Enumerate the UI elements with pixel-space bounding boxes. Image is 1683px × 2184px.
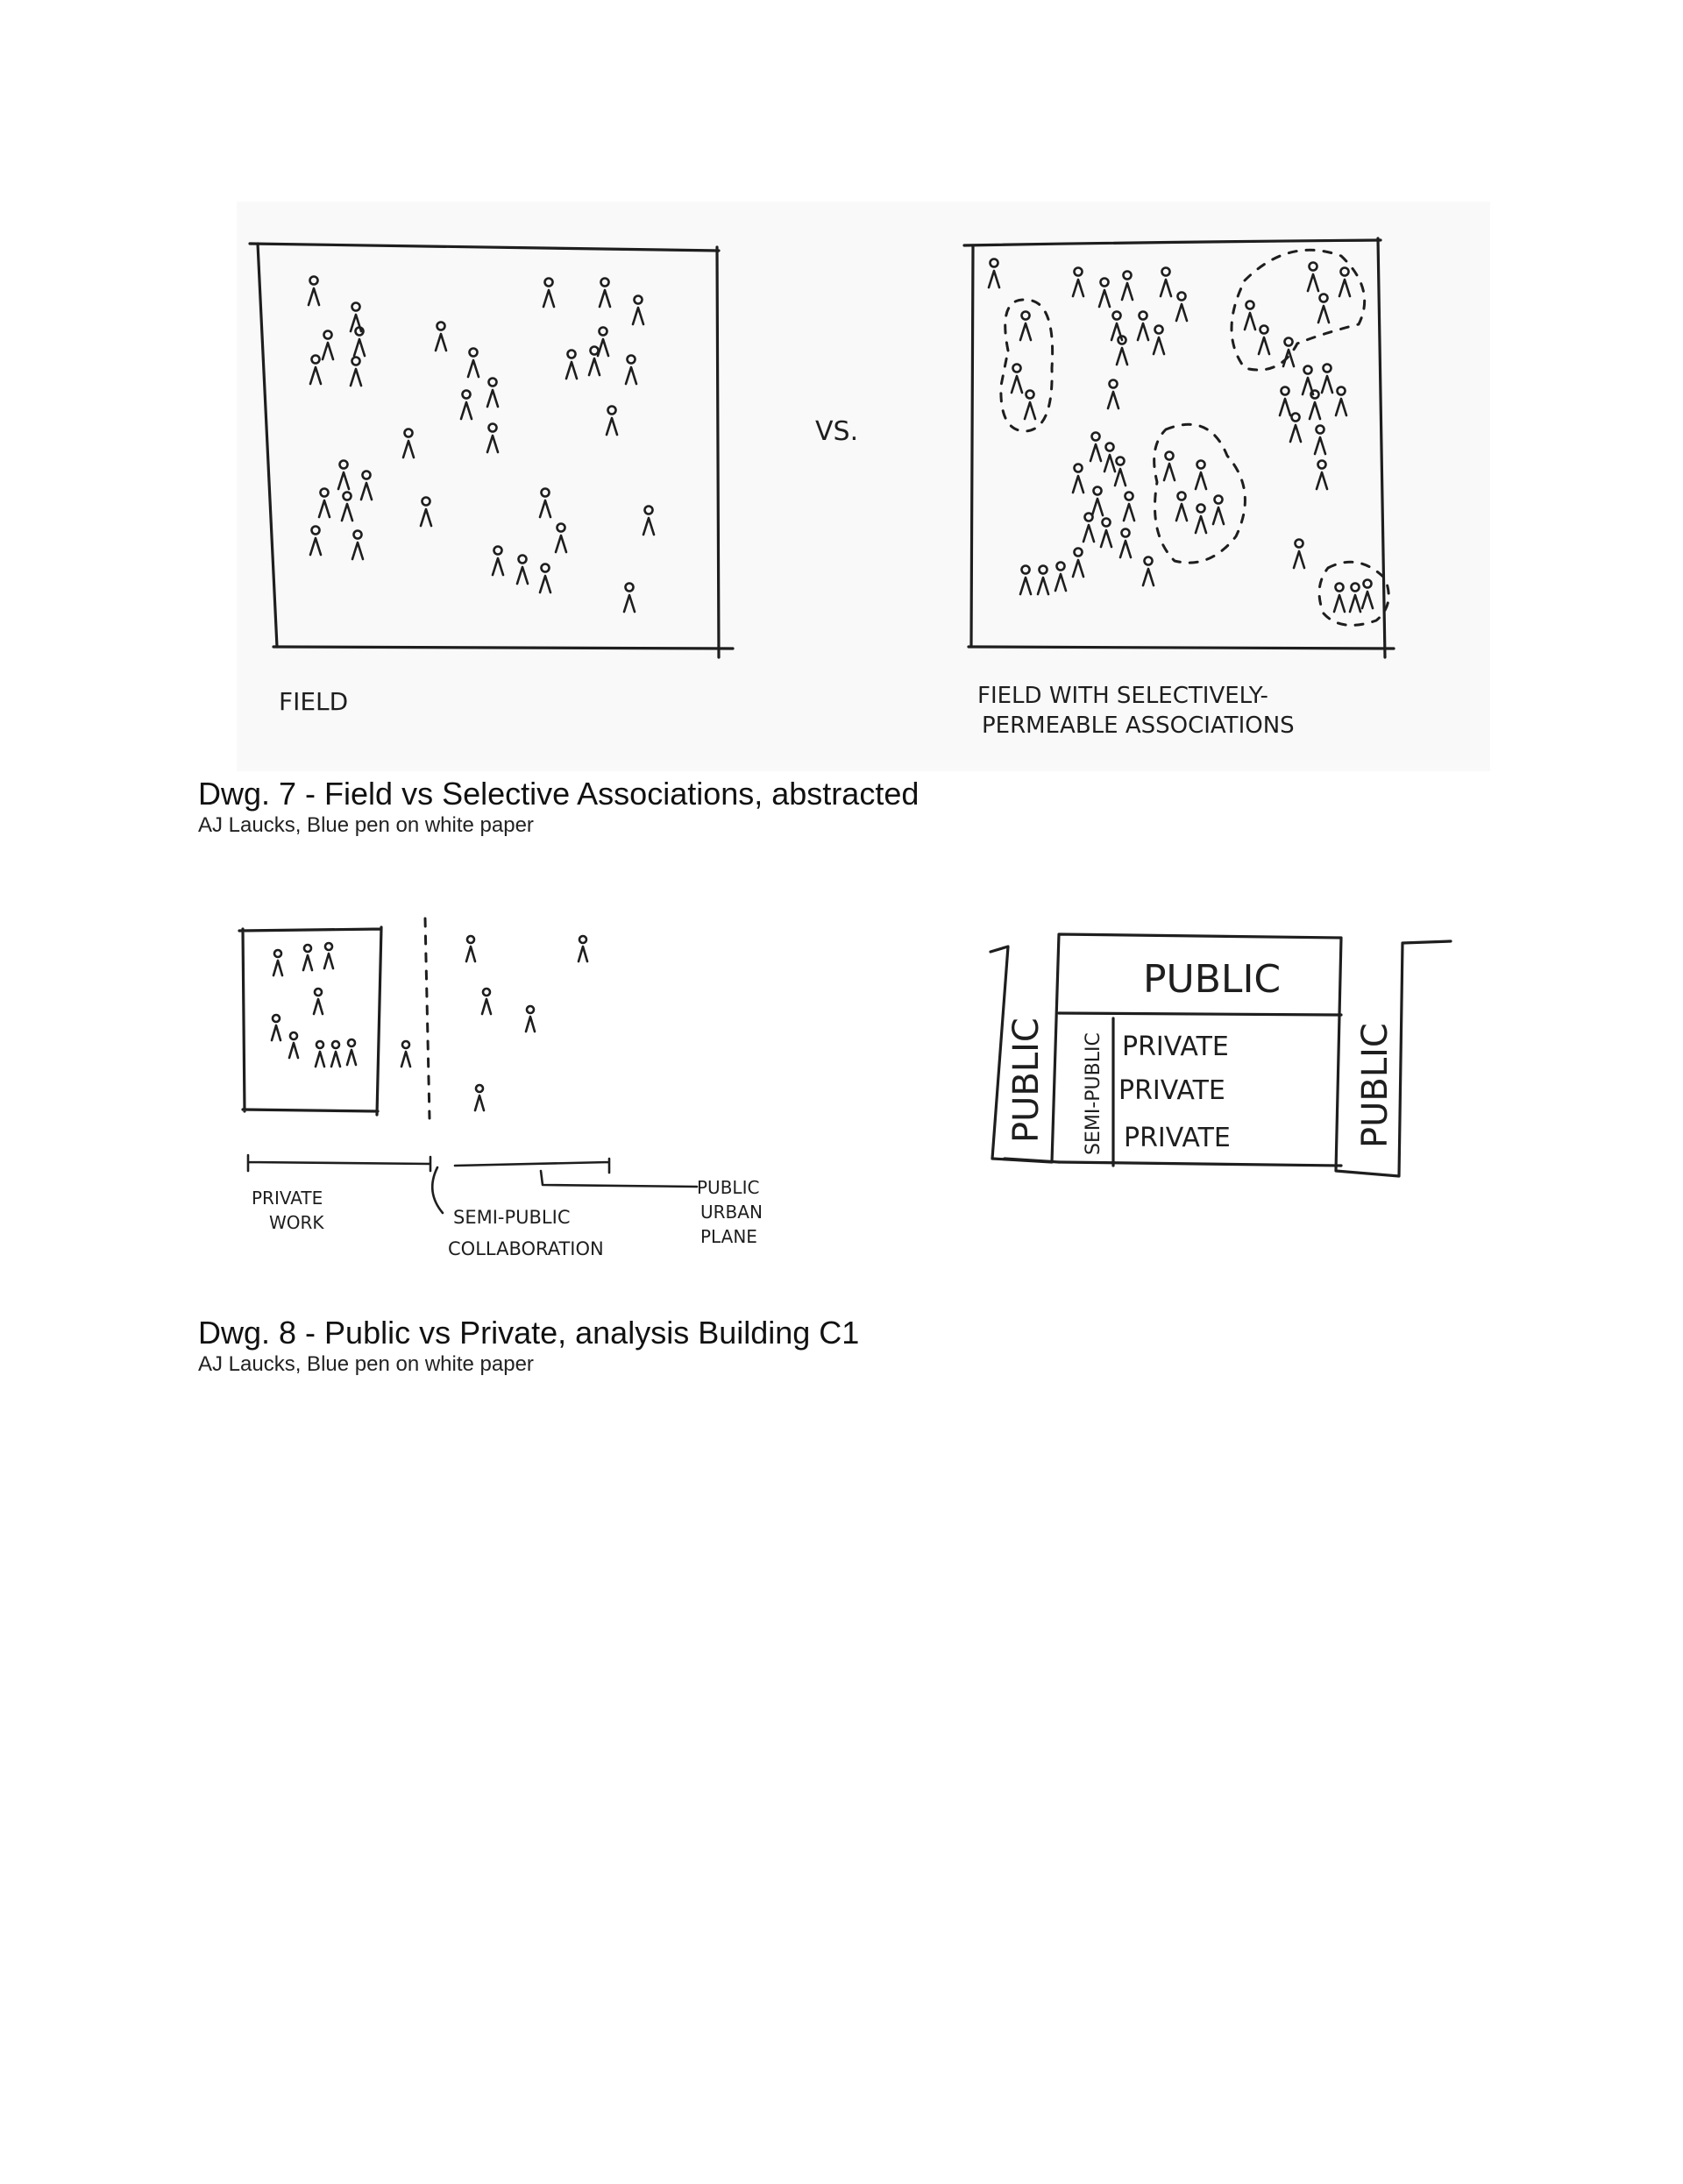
semi-public-line1: SEMI-PUBLIC: [453, 1207, 571, 1228]
associations-label-line2: PERMEABLE ASSOCIATIONS: [982, 713, 1295, 739]
field-label: FIELD: [279, 687, 349, 716]
vs-label: VS.: [815, 416, 859, 447]
drawing-7-svg: [237, 202, 1490, 771]
drawing-7-caption: Dwg. 7 - Field vs Selective Associations, abstracted: [198, 776, 920, 812]
zone-public-top: PUBLIC: [1143, 957, 1282, 1002]
public-urban-line3: PLANE: [700, 1226, 757, 1247]
private-work-line2: WORK: [269, 1212, 324, 1233]
drawing-8-caption-block: [198, 1315, 859, 1378]
drawing-7-sketch: [237, 202, 1490, 771]
zone-private-3: PRIVATE: [1124, 1123, 1231, 1153]
field-people: [309, 277, 654, 613]
drawing-8-zones-svg: [973, 929, 1464, 1192]
public-people: [466, 936, 587, 1110]
drawing-8-sections-svg: [224, 911, 811, 1280]
drawing-7-caption-block: [198, 776, 919, 839]
drawing-7-credit: AJ Laucks, Blue pen on white paper: [198, 813, 534, 837]
associations-label-line1: FIELD WITH SELECTIVELY-: [977, 683, 1268, 709]
zone-private-2: PRIVATE: [1118, 1075, 1225, 1106]
associations-square: [964, 238, 1394, 657]
public-urban-line1: PUBLIC: [697, 1177, 760, 1198]
public-urban-line2: URBAN: [700, 1202, 763, 1223]
private-work-line1: PRIVATE: [252, 1188, 323, 1209]
drawing-8-zones-sketch: [973, 929, 1464, 1192]
drawing-8-sections-sketch: [224, 911, 811, 1280]
private-people: [272, 943, 410, 1067]
field-square: [250, 244, 733, 657]
zone-private-1: PRIVATE: [1122, 1032, 1229, 1062]
zone-semi-public: SEMI-PUBLIC: [1083, 1032, 1104, 1155]
zone-public-right: PUBLIC: [1355, 1023, 1395, 1148]
drawing-8-credit: AJ Laucks, Blue pen on white paper: [198, 1352, 534, 1376]
semi-public-line2: COLLABORATION: [448, 1238, 604, 1259]
zone-public-left: PUBLIC: [1006, 1018, 1047, 1143]
drawing-8-caption: Dwg. 8 - Public vs Private, analysis Building C1: [198, 1315, 860, 1351]
